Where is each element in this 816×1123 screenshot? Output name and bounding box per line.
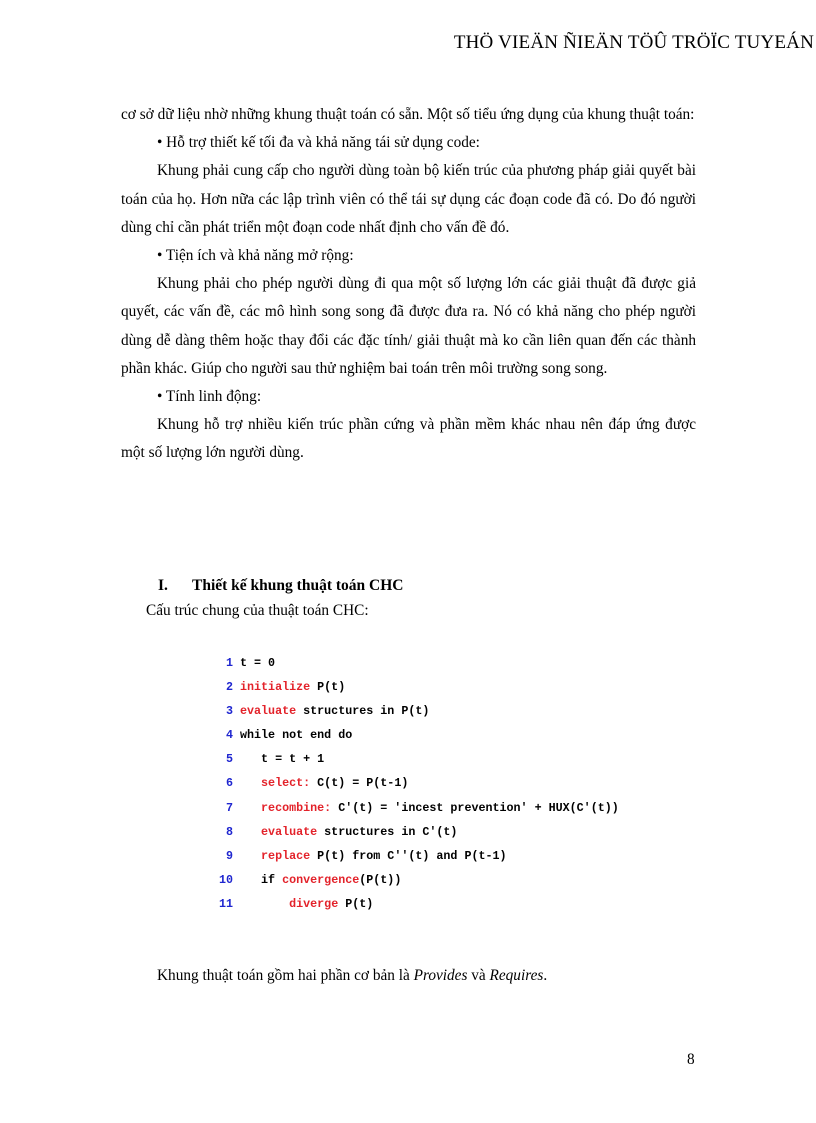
line-number: 3 — [225, 704, 233, 719]
code-keyword: initialize — [240, 680, 311, 695]
code-keyword: replace — [261, 848, 311, 863]
code-caption: Cấu trúc chung của thuật toán CHC: — [146, 602, 369, 619]
line-number: 8 — [225, 824, 233, 839]
code-line: 2 initialize P(t) — [205, 675, 619, 699]
code-keyword: convergence — [282, 872, 360, 887]
page-number: 8 — [687, 1051, 695, 1068]
code-line: 6 select: C(t) = P(t-1) — [205, 771, 619, 795]
line-number: 7 — [225, 800, 233, 815]
line-number: 2 — [225, 680, 233, 695]
paragraph: Khung hỗ trợ nhiều kiến trúc phần cứng và phần mềm khác nhau nên đáp ứng được một số lượng lớn người dùng. — [121, 416, 696, 462]
line-number: 5 — [225, 752, 233, 767]
running-header: THÖ VIEÄN ÑIEÄN TÖÛ TRÖÏC TUYEÁN — [453, 32, 814, 53]
code-line: 9 replace P(t) from C''(t) and P(t-1) — [205, 844, 619, 868]
code-line: 10 if convergence(P(t)) — [205, 868, 619, 892]
code-line: 11 diverge P(t) — [205, 892, 619, 916]
code-keyword: select: — [261, 776, 311, 791]
paragraph: Khung phải cho phép người dùng đi qua một số lượng lớn các giải thuật đã được giả quyết, các vấn đề, các mô hình song song đã được đưa ra. Nó có khả năng cho phép người dùng dễ dàng thêm hoặc thay đổi các đặc tính/ giải thuật mà ko cần liên quan đến các thành phần khác. Giúp cho người sau thử nghiệm bai toán trên môi trường song song. — [121, 275, 696, 377]
term-requires: Requires — [489, 967, 544, 984]
line-number: 1 — [225, 656, 233, 670]
bullet-item: • Tiện ích và khả năng mở rộng: — [157, 247, 354, 265]
pseudocode-block — [205, 651, 619, 916]
code-line: 4 while not end do — [205, 723, 619, 747]
line-number: 4 — [225, 728, 233, 743]
line-number: 11 — [218, 896, 233, 911]
code-line: 7 recombine: C'(t) = 'incest prevention' + HUX(C'(t)) — [205, 796, 619, 820]
section-number: I. — [158, 577, 168, 594]
code-keyword: diverge — [289, 896, 339, 911]
code-line: 5 t = t + 1 — [205, 747, 619, 771]
bullet-item: • Tính linh động: — [157, 388, 262, 406]
paragraph: cơ sở dữ liệu nhờ những khung thuật toán có sẵn. Một số tiểu ứng dụng của khung thuật toán: — [121, 106, 695, 123]
code-line: 3 evaluate structures in P(t) — [205, 699, 619, 723]
code-keyword: evaluate — [240, 704, 297, 719]
paragraph: Khung phải cung cấp cho người dùng toàn bộ kiến trúc của phương pháp giải quyết bài toán của họ. Hơn nữa các lập trình viên có thể tái sự dụng các đoạn code đã có. Do đó người dùng chỉ cần phát triển một đoạn code nhất định cho vấn đề đó. — [121, 162, 696, 236]
section-heading — [158, 575, 403, 597]
section-title: Thiết kế khung thuật toán CHC — [192, 577, 404, 594]
line-number: 10 — [218, 872, 233, 887]
body-text — [121, 101, 696, 468]
line-number: 9 — [225, 848, 233, 863]
code-keyword: evaluate — [261, 824, 318, 839]
line-number: 6 — [225, 776, 233, 791]
term-provides: Provides — [413, 967, 468, 984]
bullet-item: • Hỗ trợ thiết kế tối đa và khả năng tái sử dụng code: — [157, 134, 480, 152]
code-line: 1 t = 0 — [205, 651, 619, 675]
code-line: 8 evaluate structures in C'(t) — [205, 820, 619, 844]
code-keyword: recombine: — [261, 800, 332, 815]
closing-sentence: Khung thuật toán gồm hai phần cơ bản là Provides và Requires. — [157, 967, 548, 984]
